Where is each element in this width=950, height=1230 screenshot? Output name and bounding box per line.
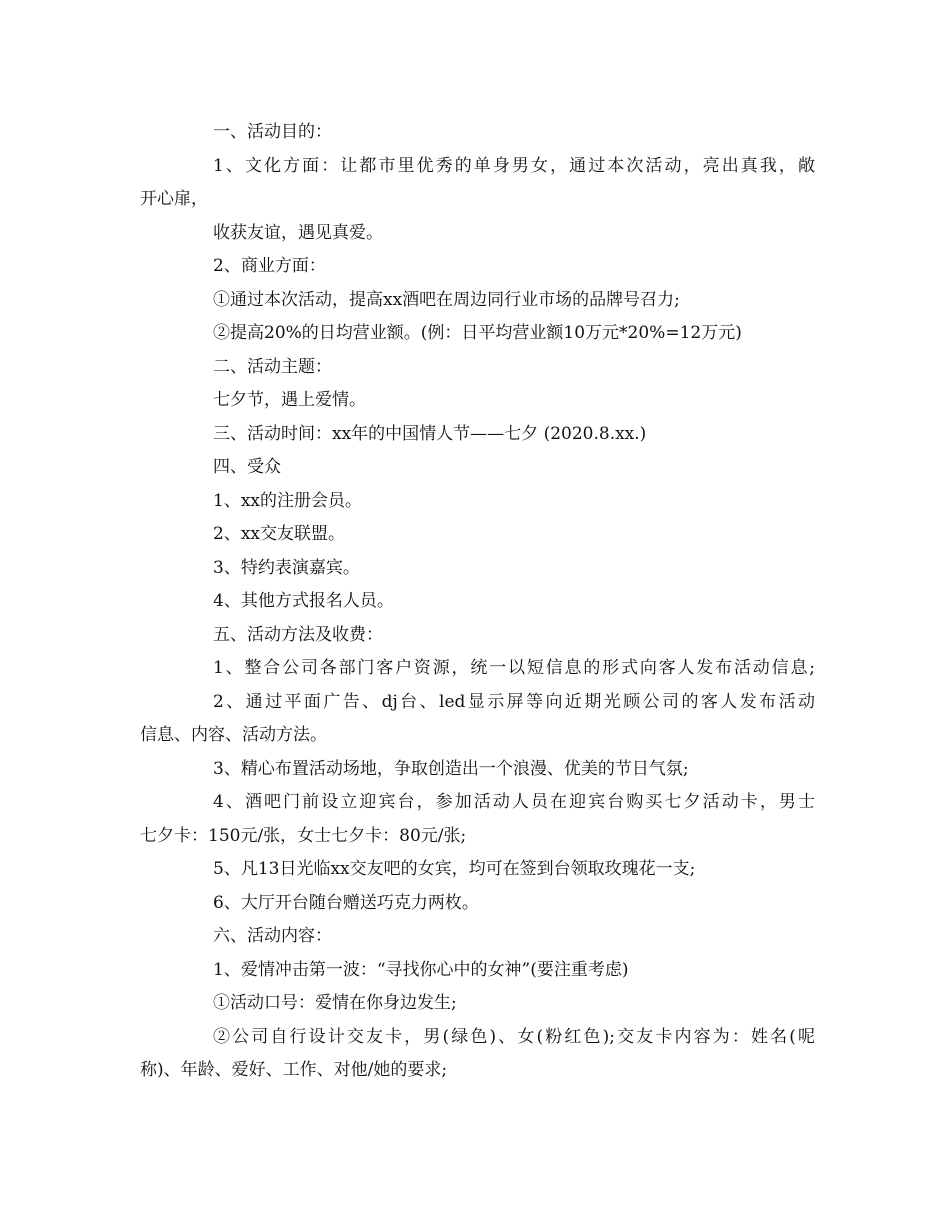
- paragraph-revenue-increase: ②提高20%的日均营业额。(例：日平均营业额10万元*20%=12万元): [213, 323, 742, 343]
- paragraph-advertising-continued: 信息、内容、活动方法。: [140, 725, 327, 745]
- paragraph-chocolate-gift: 6、大厅开台随台赠送巧克力两枚。: [213, 892, 479, 913]
- paragraph-culture-aspect: 1、文化方面：让都市里优秀的单身男女，通过本次活动，亮出真我，敞: [213, 155, 815, 176]
- paragraph-slogan: ①活动口号：爱情在你身边发生;: [213, 993, 457, 1013]
- paragraph-advertising: 2、通过平面广告、dj台、led显示屏等向近期光顾公司的客人发布活动: [213, 691, 815, 712]
- paragraph-rose-gift: 5、凡13日光临xx交友吧的女宾，均可在签到台领取玫瑰花一支;: [213, 859, 696, 879]
- paragraph-theme-text: 七夕节，遇上爱情。: [213, 390, 366, 410]
- paragraph-harvest-friendship: 收获友谊，遇见真爱。: [213, 222, 383, 243]
- paragraph-sms-notification: 1、整合公司各部门客户资源，统一以短信息的形式向客人发布活动信息;: [213, 658, 815, 678]
- paragraph-business-aspect: 2、商业方面：: [213, 256, 326, 276]
- paragraph-culture-aspect-continued: 开心扉，: [140, 189, 208, 209]
- paragraph-welcome-desk: 4、酒吧门前设立迎宾台，参加活动人员在迎宾台购买七夕活动卡，男士: [213, 792, 815, 812]
- paragraph-dating-card-continued: 称)、年龄、爱好、工作、对他/她的要求;: [140, 1060, 448, 1080]
- heading-activity-content: 六、活动内容：: [213, 926, 332, 946]
- paragraph-brand-appeal: ①通过本次活动，提高xx酒吧在周边同行业市场的品牌号召力;: [213, 289, 680, 310]
- heading-activity-time: 三、活动时间：xx年的中国情人节——七夕 (2020.8.xx.): [213, 423, 647, 444]
- list-item-other-registrants: 4、其他方式报名人员。: [213, 591, 394, 611]
- heading-audience: 四、受众: [213, 457, 281, 477]
- heading-methods-and-fees: 五、活动方法及收费：: [213, 624, 383, 645]
- paragraph-dating-card: ②公司自行设计交友卡，男(绿色)、女(粉红色);交友卡内容为：姓名(呢: [213, 1026, 815, 1047]
- paragraph-venue-decoration: 3、精心布置活动场地，争取创造出一个浪漫、优美的节日气氛;: [213, 758, 689, 779]
- paragraph-welcome-desk-continued: 七夕卡：150元/张，女士七夕卡：80元/张;: [140, 825, 467, 846]
- list-item-registered-members: 1、xx的注册会员。: [213, 490, 362, 511]
- list-item-dating-league: 2、xx交友联盟。: [213, 524, 345, 544]
- paragraph-first-wave: 1、爱情冲击第一波：“寻找你心中的女神”(要注重考虑): [213, 959, 629, 980]
- heading-activity-theme: 二、活动主题：: [213, 356, 332, 377]
- document-body: [140, 116, 815, 1088]
- heading-activity-purpose: 一、活动目的：: [213, 122, 332, 142]
- list-item-guest-performers: 3、特约表演嘉宾。: [213, 557, 360, 578]
